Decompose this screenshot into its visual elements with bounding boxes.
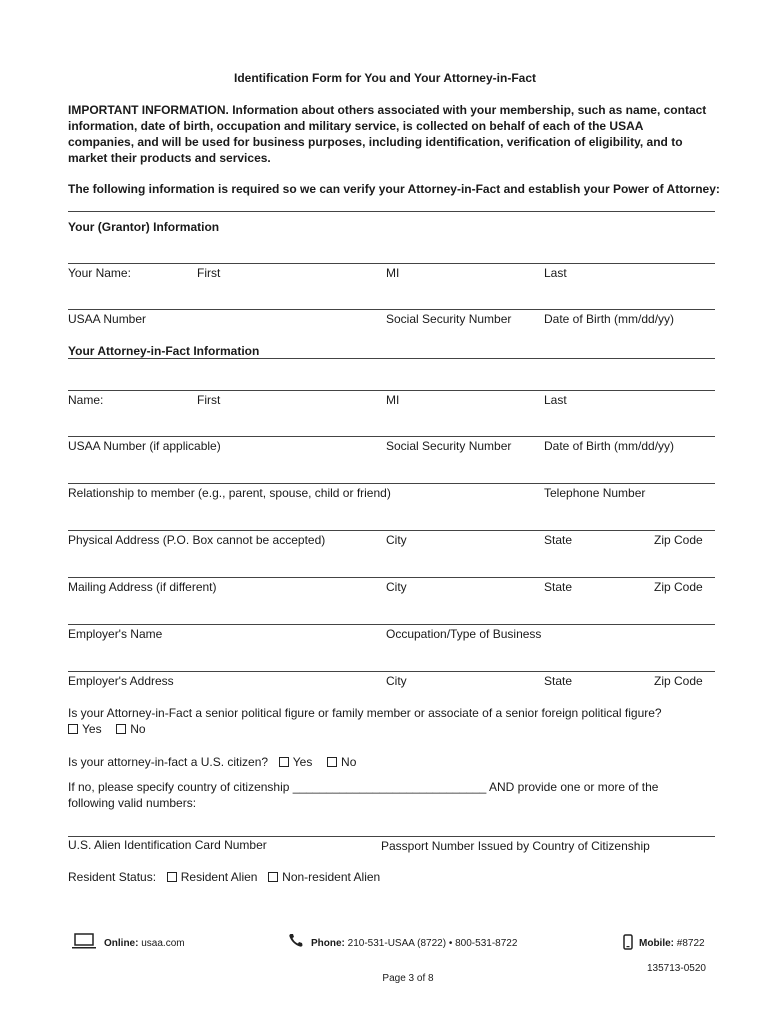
phone-icon: [289, 933, 305, 947]
online-info: [104, 938, 185, 949]
resident-status-label: Resident Status:: [68, 870, 157, 884]
citizen-no-checkbox[interactable]: [327, 757, 337, 767]
grantor-name-line[interactable]: [68, 263, 715, 264]
aif-ssn-label: Social Security Number: [386, 439, 512, 453]
citizen-yes-label: Yes: [292, 755, 313, 769]
occupation-label: Occupation/Type of Business: [386, 627, 542, 641]
aif-first-label: First: [197, 393, 221, 407]
physical-address-label: Physical Address (P.O. Box cannot be accepted): [68, 533, 326, 547]
passport-label: Passport Number Issued by Country of Citizenship: [381, 839, 650, 853]
section-divider: [68, 358, 715, 359]
political-answer-row: [68, 722, 146, 736]
citizen-row: [68, 755, 356, 769]
physical-zip-label: Zip Code: [654, 533, 703, 547]
grantor-heading: Your (Grantor) Information: [68, 220, 220, 234]
citizenship-instruction-cont: following valid numbers:: [68, 796, 197, 810]
phone-numbers: 210-531-USAA (8722) • 800-531-8722: [347, 938, 518, 949]
mobile-code: #8722: [676, 938, 705, 949]
employer-zip-label: Zip Code: [654, 674, 703, 688]
aif-name-label: Name:: [68, 393, 104, 407]
mobile-label: Mobile:: [639, 938, 674, 949]
mobile-info: [639, 938, 705, 949]
alien-passport-line[interactable]: [68, 836, 715, 837]
political-yes-checkbox[interactable]: [68, 724, 78, 734]
political-no-checkbox[interactable]: [116, 724, 126, 734]
political-no-label: No: [130, 722, 146, 736]
nonresident-alien-checkbox[interactable]: [268, 872, 278, 882]
important-information: IMPORTANT INFORMATION. Information about others associated with your membership, such as name, contact information, date of birth, occupation and military service, is collected on behalf of each of the USAA companies, and will be used for business purposes, including identification, verification of eligibility, and to market their products and services.: [68, 103, 707, 165]
phone-info: [311, 938, 517, 949]
grantor-name-label: Your Name:: [68, 266, 131, 280]
political-yes-label: Yes: [82, 722, 102, 736]
aif-last-label: Last: [544, 393, 567, 407]
employer-state-label: State: [544, 674, 573, 688]
aif-mi-label: MI: [386, 393, 400, 407]
mailing-zip-label: Zip Code: [654, 580, 703, 594]
nonresident-alien-label: Non-resident Alien: [282, 870, 381, 884]
citizen-question: Is your attorney-in-fact a U.S. citizen?: [68, 755, 269, 769]
grantor-mi-label: MI: [386, 266, 400, 280]
grantor-dob-label: Date of Birth (mm/dd/yy): [544, 312, 675, 326]
aif-name-line[interactable]: [68, 390, 715, 391]
mailing-city-label: City: [386, 580, 407, 594]
laptop-icon: [72, 933, 96, 949]
employer-address-label: Employer's Address: [68, 674, 174, 688]
phone-label: Phone:: [311, 938, 345, 949]
aif-id-line[interactable]: [68, 436, 715, 437]
aif-usaa-number-label: USAA Number (if applicable): [68, 439, 221, 453]
citizen-yes-checkbox[interactable]: [279, 757, 289, 767]
physical-address-line[interactable]: [68, 530, 715, 531]
form-code: 135713-0520: [647, 963, 706, 974]
grantor-first-label: First: [197, 266, 221, 280]
employer-name-line[interactable]: [68, 624, 715, 625]
relationship-label: Relationship to member (e.g., parent, spouse, child or friend): [68, 486, 391, 500]
online-label: Online:: [104, 938, 139, 949]
resident-status-row: [68, 870, 380, 884]
page-number: Page 3 of 8: [382, 973, 434, 984]
grantor-ssn-label: Social Security Number: [386, 312, 512, 326]
grantor-last-label: Last: [544, 266, 567, 280]
mailing-address-label: Mailing Address (if different): [68, 580, 217, 594]
required-information: The following information is required so we can verify your Attorney-in-Fact and establish your Power of Attorney:: [68, 182, 720, 196]
grantor-id-line[interactable]: [68, 309, 715, 310]
resident-alien-checkbox[interactable]: [167, 872, 177, 882]
employer-address-line[interactable]: [68, 671, 715, 672]
employer-name-label: Employer's Name: [68, 627, 163, 641]
resident-alien-label: Resident Alien: [180, 870, 258, 884]
political-figure-question: Is your Attorney-in-Fact a senior political figure or family member or associate of a senior foreign political figure?: [68, 706, 662, 720]
alien-card-label: U.S. Alien Identification Card Number: [68, 838, 267, 852]
citizen-no-label: No: [341, 755, 357, 769]
physical-state-label: State: [544, 533, 573, 547]
section-divider: [68, 211, 715, 212]
employer-city-label: City: [386, 674, 407, 688]
citizenship-instruction: If no, please specify country of citizenship _____________________________ AND provide one or more of the: [68, 780, 659, 794]
online-link[interactable]: usaa.com: [141, 938, 185, 949]
mobile-icon: [623, 934, 633, 950]
form-title: Identification Form for You and Your Attorney-in-Fact: [233, 71, 536, 85]
grantor-usaa-number-label: USAA Number: [68, 312, 147, 326]
relationship-line[interactable]: [68, 483, 715, 484]
telephone-label: Telephone Number: [544, 486, 646, 500]
physical-city-label: City: [386, 533, 407, 547]
mailing-state-label: State: [544, 580, 573, 594]
aif-heading: Your Attorney-in-Fact Information: [68, 344, 260, 358]
mailing-address-line[interactable]: [68, 577, 715, 578]
aif-dob-label: Date of Birth (mm/dd/yy): [544, 439, 675, 453]
